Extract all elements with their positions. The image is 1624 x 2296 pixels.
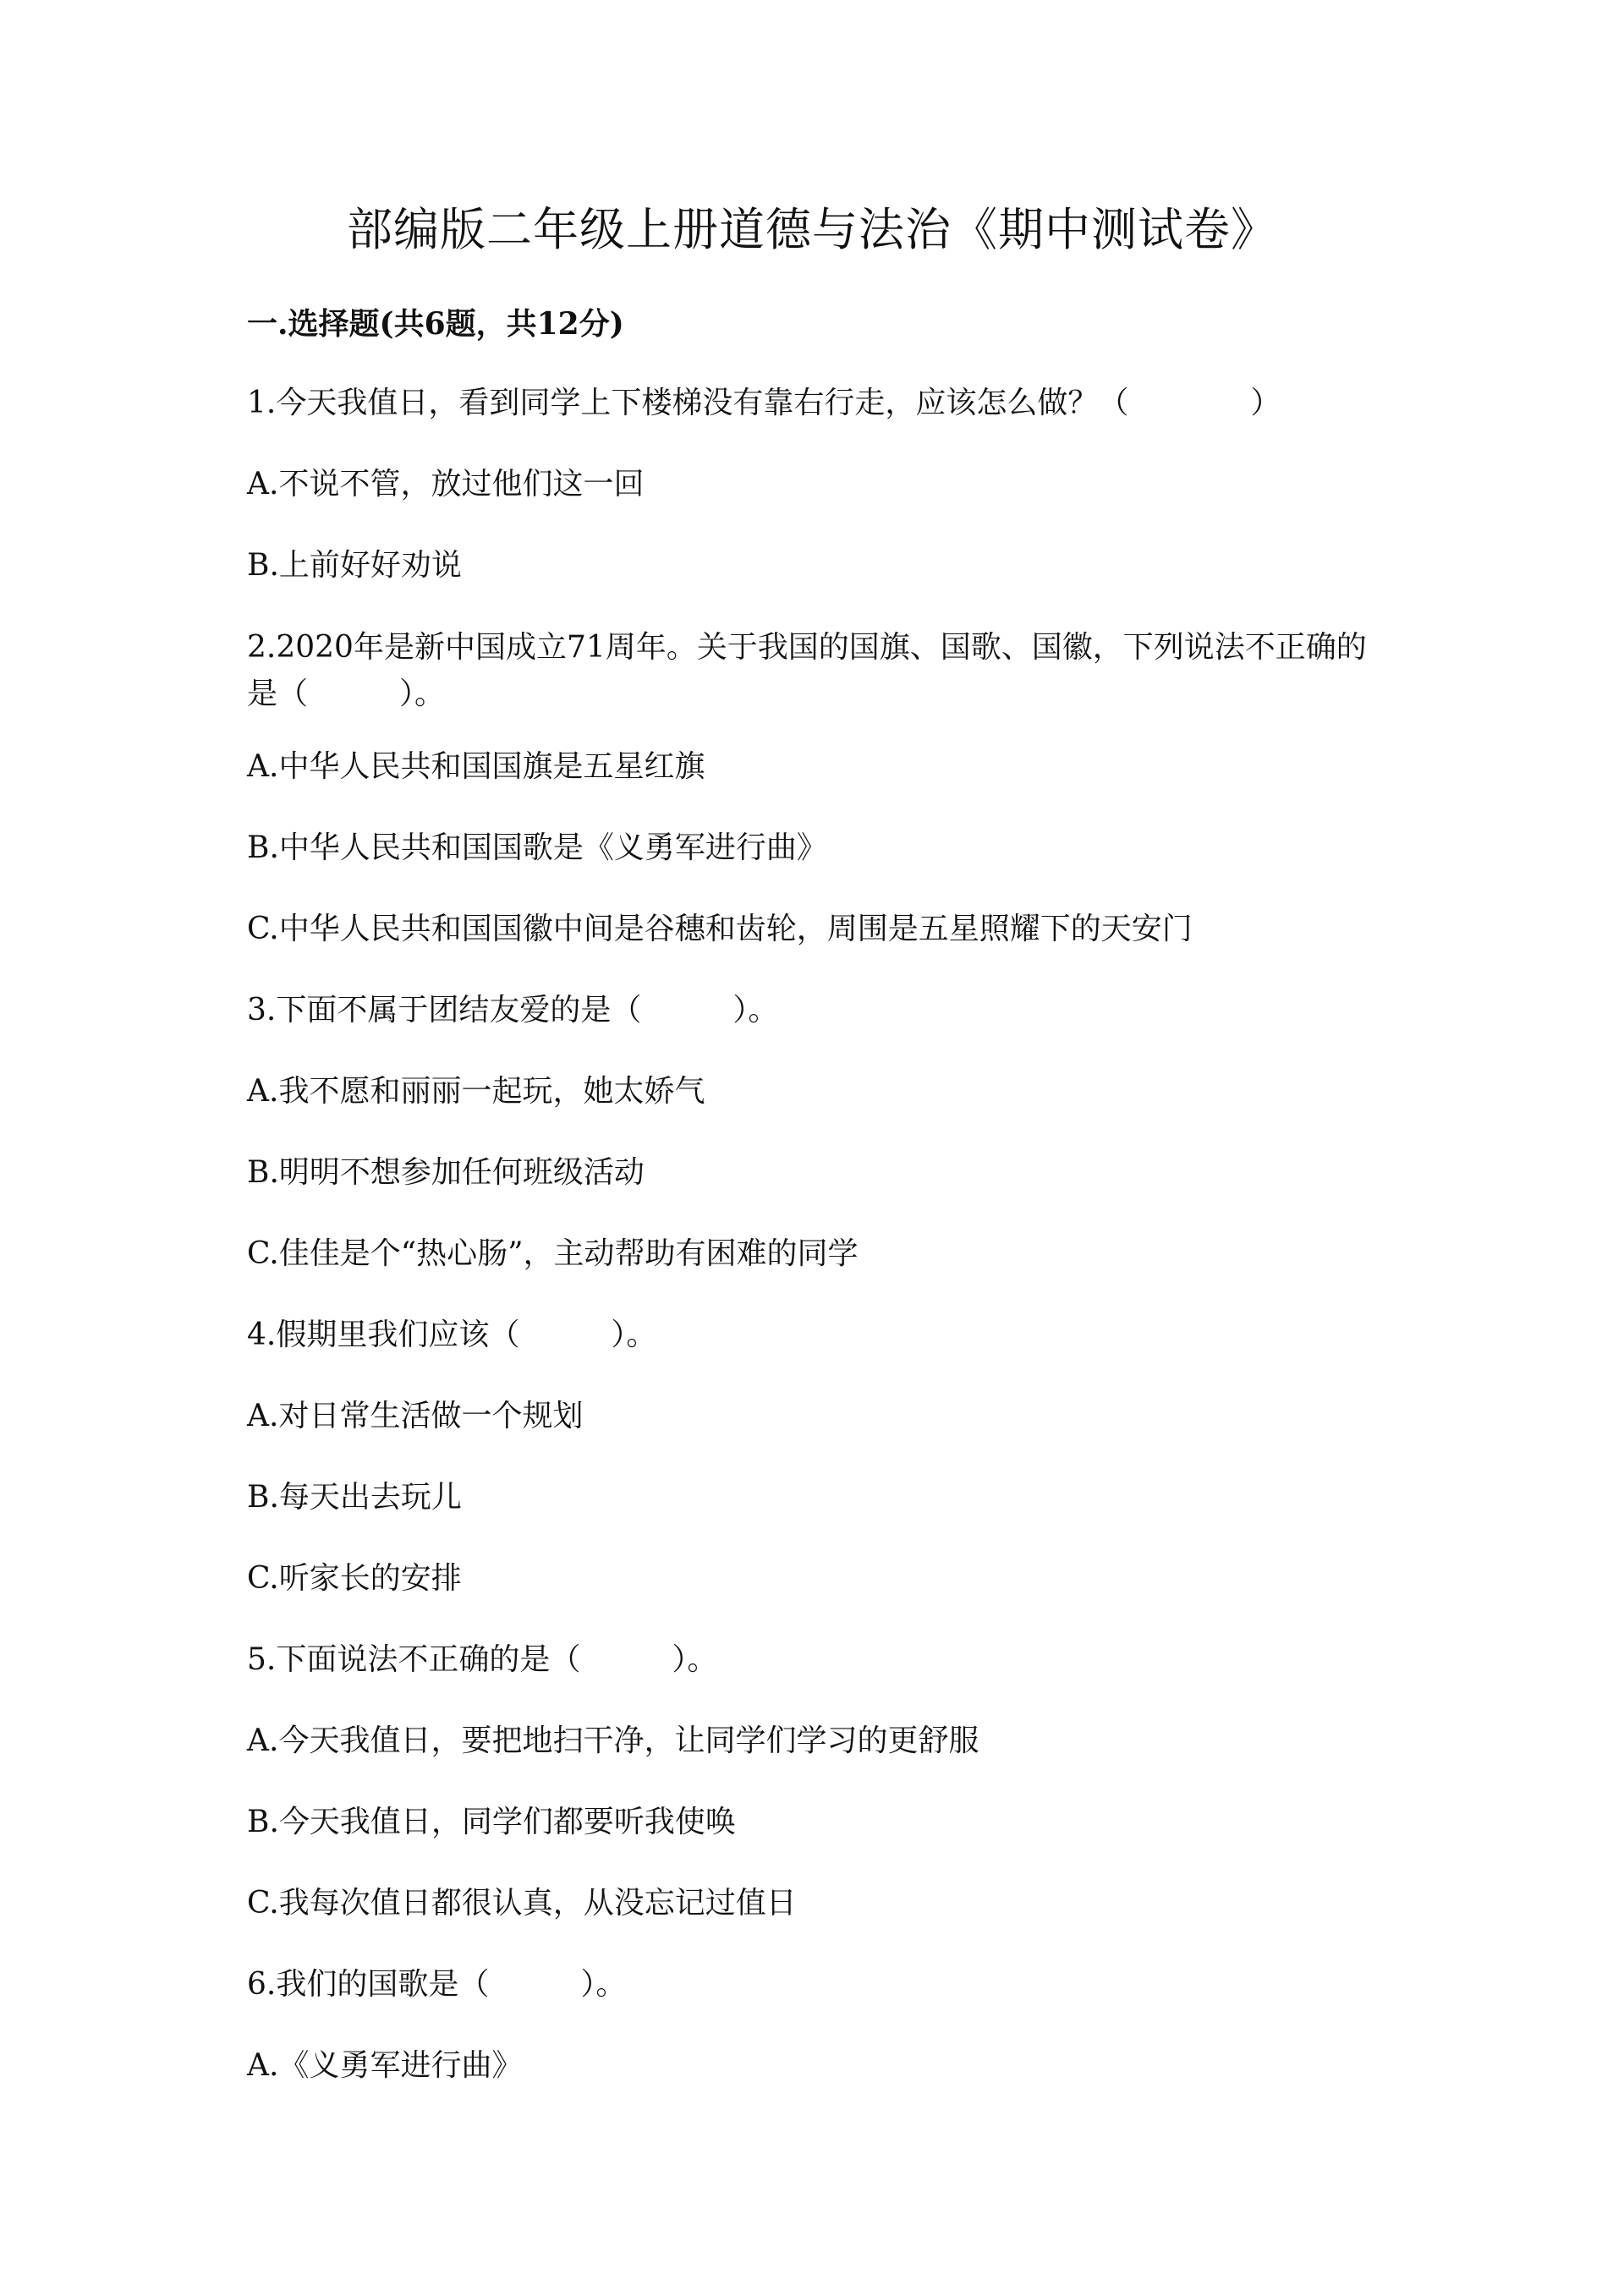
question-2-option-a: A.中华人民共和国国旗是五星红旗 xyxy=(247,749,705,784)
question-4-option-c: C.听家长的安排 xyxy=(247,1561,462,1596)
question-3-option-b: B.明明不想参加任何班级活动 xyxy=(247,1155,645,1190)
question-2-option-c: C.中华人民共和国国徽中间是谷穗和齿轮，周围是五星照耀下的天安门 xyxy=(247,912,1193,946)
question-6-stem: 6.我们的国歌是（ ）。 xyxy=(247,1967,627,2002)
question-5-option-a: A.今天我值日，要把地扫干净，让同学们学习的更舒服 xyxy=(247,1723,979,1758)
question-4-option-a: A.对日常生活做一个规划 xyxy=(247,1399,584,1433)
question-1-option-b: B.上前好好劝说 xyxy=(247,548,462,583)
question-2-stem: 2.2020年是新中国成立71周年。关于我国的国旗、国歌、国徽，下列说法不正确的是（ ）。 xyxy=(247,630,1367,711)
question-5-stem: 5.下面说法不正确的是（ ）。 xyxy=(247,1642,718,1677)
section-heading: 一.选择题(共6题，共12分) xyxy=(247,306,624,342)
question-5-option-c: C.我每次值日都很认真，从没忘记过值日 xyxy=(247,1886,797,1921)
question-6-option-a: A.《义勇军进行曲》 xyxy=(247,2048,523,2083)
question-3-option-a: A.我不愿和丽丽一起玩，她太娇气 xyxy=(247,1074,705,1109)
question-1-option-a: A.不说不管，放过他们这一回 xyxy=(247,467,645,501)
question-5-option-b: B.今天我值日，同学们都要听我使唤 xyxy=(247,1805,736,1839)
question-3-option-c: C.佳佳是个“热心肠”，主动帮助有困难的同学 xyxy=(247,1236,859,1271)
document-title: 部编版二年级上册道德与法治《期中测试卷》 xyxy=(347,203,1277,256)
question-1-stem: 1.今天我值日，看到同学上下楼梯没有靠右行走，应该怎么做？（ ） xyxy=(247,386,1281,420)
question-2-option-b: B.中华人民共和国国歌是《义勇军进行曲》 xyxy=(247,830,827,865)
question-3-stem: 3.下面不属于团结友爱的是（ ）。 xyxy=(247,993,779,1027)
question-4-stem: 4.假期里我们应该（ ）。 xyxy=(247,1318,657,1352)
question-4-option-b: B.每天出去玩儿 xyxy=(247,1480,462,1515)
